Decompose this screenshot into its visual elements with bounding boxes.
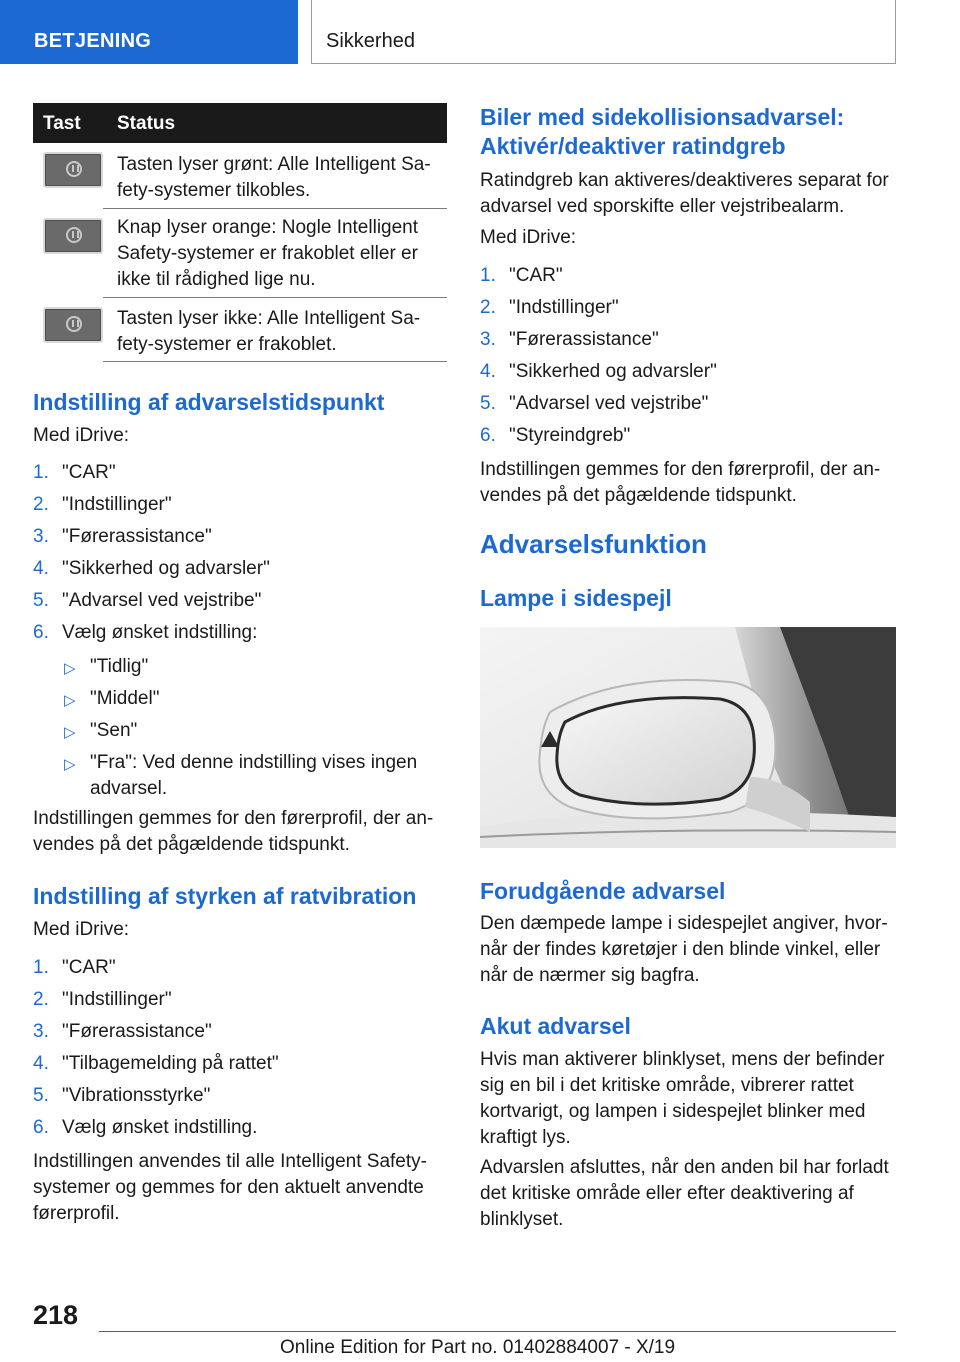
- list-item: ▷ "Tidlig": [33, 654, 417, 680]
- row-text: Safety-systemer er frakoblet eller er: [117, 243, 418, 264]
- page-number: 218: [33, 1300, 79, 1330]
- acute-warning-text: Hvis man aktiverer blinklyset, mens der befinder sig en bil i det kritiske område, vibrerer rattet kortvarigt, og lampen i sidespejlet blinker med kraftigt lys.: [480, 1049, 885, 1148]
- idrive-intro: Med iDrive:: [33, 425, 130, 446]
- subsection-title-lamp: Lampe i sidespejl: [480, 585, 672, 611]
- pre-warning-text: Den dæmpede lampe i sidespejlet angiver, hvor- når der findes køretøjer i den blinde vinkel, eller når de nærmer sig bagfra.: [480, 913, 888, 986]
- idrive-intro: Med iDrive:: [33, 919, 130, 940]
- side-steps: [480, 263, 717, 455]
- list-item: 3. "Førerassistance": [33, 526, 212, 547]
- row-divider: [103, 361, 447, 362]
- row-text: ikke til rådighed lige nu.: [117, 269, 316, 290]
- intelligent-safety-button-icon: [43, 152, 103, 188]
- side-mirror-illustration: [480, 627, 896, 848]
- list-item: 2. "Indstillinger": [33, 989, 172, 1010]
- triangle-bullet-icon: ▷: [64, 724, 76, 741]
- list-item: 4. "Sikkerhed og advarsler": [480, 361, 717, 382]
- list-item: 1. "CAR": [33, 462, 116, 483]
- warning-end-text: Advarslen afsluttes, når den anden bil har forladt det kritiske område eller efter deaktivering af blinklyset.: [480, 1157, 889, 1230]
- intelligent-safety-button-icon: [43, 307, 103, 343]
- subsection-title-acute-warning: Akut advarsel: [480, 1013, 631, 1039]
- footer-edition: Online Edition for Part no. 01402884007 - X/19: [280, 1337, 676, 1358]
- list-item: 6. Vælg ønsket indstilling:: [33, 622, 258, 643]
- col-status: Status: [117, 113, 176, 134]
- list-item: 5. "Advarsel ved vejstribe": [33, 590, 262, 611]
- list-item: 4. "Tilbagemelding på rattet": [33, 1053, 279, 1074]
- section-title-vibration: Indstilling af styrken af ratvibration: [33, 883, 417, 909]
- list-item: 1. "CAR": [33, 957, 116, 978]
- list-item: 3. "Førerassistance": [33, 1021, 212, 1042]
- list-item: 5. "Vibrationsstyrke": [33, 1085, 211, 1106]
- timing-note: Indstillingen gemmes for den førerprofil, der an- vendes på det pågældende tidspunkt.: [33, 808, 434, 855]
- row-divider: [103, 297, 447, 298]
- footer-divider: [99, 1331, 896, 1332]
- header-section-tab: [0, 0, 298, 64]
- section-title-timing: Indstilling af advarselstidspunkt: [33, 389, 385, 415]
- subsection-title-pre-warning: Forudgående advarsel: [480, 878, 726, 904]
- intelligent-safety-button-icon: [43, 218, 103, 254]
- row-text: Tasten lyser grønt: Alle Intelligent Sa-: [117, 154, 431, 175]
- triangle-bullet-icon: ▷: [64, 660, 76, 677]
- header-chapter: Sikkerhed: [326, 30, 415, 52]
- list-item: ▷ "Fra": Ved denne indstilling vises ingen advarsel.: [64, 752, 418, 799]
- section-title-side-collision: Biler med sidekollisionsadvarsel: Aktivér/deaktiver ratindgreb: [480, 104, 845, 159]
- side-intro-text: Ratindgreb kan aktiveres/deaktiveres separat for advarsel ved sporskifte eller vejstribealarm.: [480, 170, 889, 217]
- list-item: 3. "Førerassistance": [480, 329, 659, 350]
- vibration-steps: [33, 955, 279, 1147]
- list-item: 2. "Indstillinger": [480, 297, 619, 318]
- list-item: ▷ "Middel": [33, 686, 417, 712]
- row-text: Tasten lyser ikke: Alle Intelligent Sa-: [117, 308, 421, 329]
- list-item: 4. "Sikkerhed og advarsler": [33, 558, 270, 579]
- triangle-bullet-icon: ▷: [64, 756, 76, 773]
- row-text: Knap lyser orange: Nogle Intelligent: [117, 217, 419, 238]
- header-chapter-tab: [311, 0, 896, 64]
- header-section: BETJENING: [34, 30, 152, 52]
- timing-options: [33, 654, 417, 808]
- table-header: [33, 103, 447, 143]
- row-divider: [103, 208, 447, 209]
- list-item: ▷ "Sen": [33, 718, 417, 744]
- col-tast: Tast: [43, 113, 81, 134]
- list-item: 2. "Indstillinger": [33, 494, 172, 515]
- list-item: 6. Vælg ønsket indstilling.: [33, 1117, 258, 1138]
- section-title-function: Advarselsfunktion: [480, 529, 707, 559]
- triangle-bullet-icon: ▷: [64, 692, 76, 709]
- side-note: Indstillingen gemmes for den førerprofil, der an- vendes på det pågældende tidspunkt.: [480, 459, 881, 506]
- row-text: fety-systemer er frakoblet.: [117, 334, 337, 355]
- row-text: fety-systemer tilkobles.: [117, 180, 311, 201]
- list-item: 5. "Advarsel ved vejstribe": [480, 393, 709, 414]
- timing-steps: [33, 460, 270, 652]
- list-item: 6. "Styreindgreb": [480, 425, 631, 446]
- vibration-note: Indstillingen anvendes til alle Intelligent Safety- systemer og gemmes for den aktuelt anvendte førerprofil.: [33, 1151, 427, 1224]
- list-item: 1. "CAR": [480, 265, 563, 286]
- idrive-intro: Med iDrive:: [480, 227, 577, 248]
